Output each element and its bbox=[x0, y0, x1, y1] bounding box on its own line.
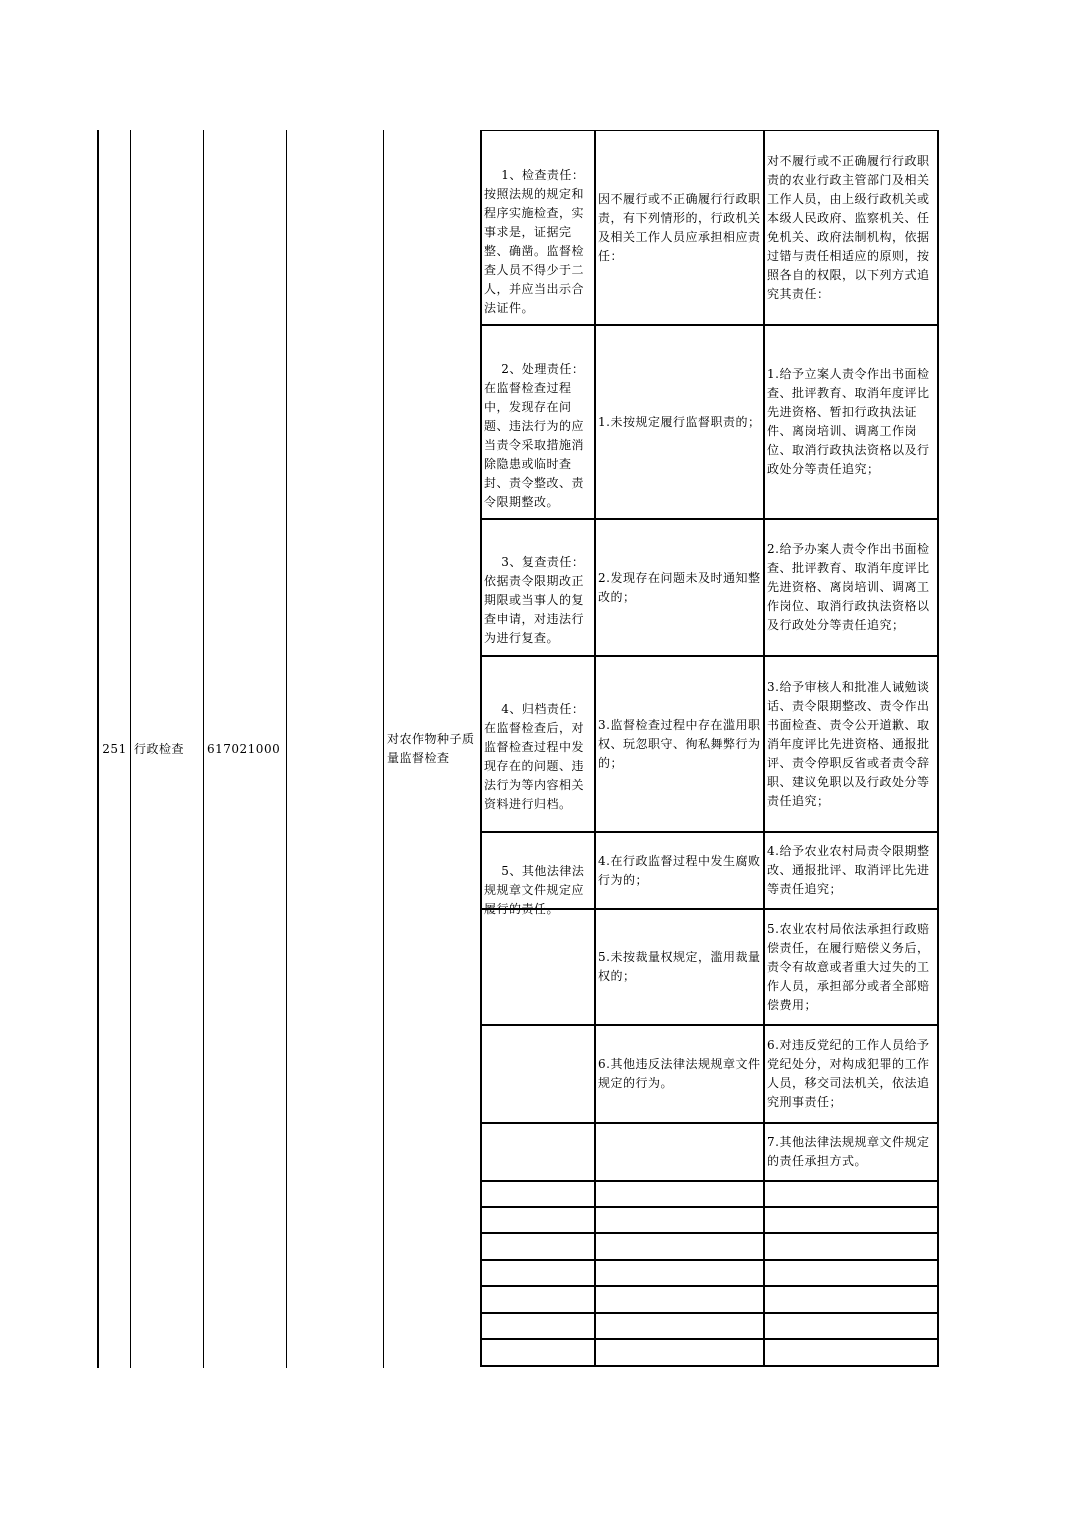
accountability-text: 3.给予审核人和批准人诫勉谈话、责令限期整改、责令作出书面检查、责令公开道歉、取消年度评比先进资格、通报批评、责令停职反省或者责令辞职、建议免职以及行政处分等责任追究； bbox=[767, 679, 930, 808]
circumstance-cell bbox=[598, 131, 762, 324]
accountability-cell bbox=[767, 131, 936, 324]
code-cell bbox=[207, 130, 286, 1368]
seq-number-cell bbox=[99, 130, 130, 1368]
circumstance-text: 4.在行政监督过程中发生腐败行为的； bbox=[598, 853, 761, 887]
sub-item-cell bbox=[290, 130, 383, 1368]
accountability-cell bbox=[767, 910, 936, 1024]
table-border bbox=[480, 1338, 939, 1340]
category-cell bbox=[134, 130, 203, 1368]
table-border bbox=[480, 1206, 939, 1208]
responsibility-text: 2、处理责任：在监督检查过程中，发现存在问题、违法行为的应当责令采取措施消除隐患或临时查封、责令整改、责令限期整改。 bbox=[484, 362, 585, 509]
accountability-text: 2.给予办案人责令作出书面检查、批评教育、取消年度评比先进资格、离岗培训、调离工作岗位、取消行政执法资格以及行政处分等责任追究； bbox=[767, 542, 930, 632]
circumstance-text: 6.其他违反法律法规规章文件规定的行为。 bbox=[598, 1057, 761, 1090]
responsibility-cell bbox=[484, 1124, 592, 1180]
circumstance-text: 3.监督检查过程中存在滥用职权、玩忽职守、徇私舞弊行为的； bbox=[598, 717, 761, 770]
accountability-cell bbox=[767, 326, 936, 518]
accountability-text: 1.给予立案人责令作出书面检查、批评教育、取消年度评比先进资格、暂扣行政执法证件、离岗培训、调离工作岗位、取消行政执法资格以及行政处分等责任追究； bbox=[767, 367, 930, 476]
accountability-cell bbox=[767, 1124, 936, 1180]
responsibility-cell bbox=[484, 147, 592, 337]
category: 行政检查 bbox=[134, 741, 185, 756]
circumstance-cell bbox=[598, 833, 762, 908]
responsibility-cell bbox=[484, 534, 592, 667]
circumstance-text: 2.发现存在问题未及时通知整改的； bbox=[598, 570, 761, 604]
item-name-cell bbox=[387, 130, 479, 1368]
seq-number: 251 bbox=[102, 741, 127, 756]
table-border bbox=[480, 1365, 939, 1367]
circumstance-cell bbox=[598, 657, 762, 831]
circumstance-cell bbox=[598, 520, 762, 655]
table-border bbox=[383, 130, 384, 1368]
table-border bbox=[480, 1259, 939, 1261]
accountability-text: 对不履行或不正确履行行政职责的农业行政主管部门及相关工作人员，由上级行政机关或本级人民政府、监察机关、任免机关、政府法制机构，依据过错与责任相适应的原则，按照各自的权限，以下列方式追究其责任： bbox=[767, 153, 930, 301]
table-border bbox=[480, 1180, 939, 1182]
responsibility-cell bbox=[484, 341, 592, 531]
table-border bbox=[480, 1285, 939, 1287]
circumstance-cell bbox=[598, 910, 762, 1024]
accountability-text: 4.给予农业农村局责令限期整改、通报批评、取消评比先进等责任追究； bbox=[767, 844, 930, 896]
responsibility-text: 3、复查责任：依据责令限期改正期限或当事人的复查申请，对违法行为进行复查。 bbox=[484, 555, 585, 645]
accountability-text: 6.对违反党纪的工作人员给予党纪处分，对构成犯罪的工作人员，移交司法机关，依法追究刑事责任； bbox=[767, 1038, 930, 1109]
table-border bbox=[130, 130, 131, 1368]
table-border bbox=[480, 1312, 939, 1314]
responsibility-cell bbox=[484, 910, 592, 1024]
circumstance-text: 因不履行或不正确履行行政职责，有下列情形的，行政机关及相关工作人员应承担相应责任： bbox=[598, 191, 761, 263]
responsibility-cell bbox=[484, 1026, 592, 1122]
accountability-text: 5.农业农村局依法承担行政赔偿责任，在履行赔偿义务后，责令有故意或者重大过失的工作人员，承担部分或者全部赔偿费用； bbox=[767, 921, 930, 1012]
table-border bbox=[480, 1232, 939, 1234]
responsibility-cell bbox=[484, 681, 592, 833]
accountability-text: 7.其他法律法规规章文件规定的责任承担方式。 bbox=[767, 1135, 930, 1168]
accountability-cell bbox=[767, 520, 936, 655]
code: 617021000 bbox=[207, 741, 281, 756]
circumstance-text: 5.未按裁量权规定，滥用裁量权的； bbox=[598, 950, 761, 983]
table-border bbox=[203, 130, 204, 1368]
accountability-cell bbox=[767, 1026, 936, 1122]
circumstance-cell bbox=[598, 1124, 762, 1180]
responsibility-text: 1、检查责任：按照法规的规定和程序实施检查，实事求是，证据完整、确凿。监督检查人员不得少于二人，并应当出示合法证件。 bbox=[484, 168, 585, 315]
table-border bbox=[286, 130, 287, 1368]
circumstance-cell bbox=[598, 1026, 762, 1122]
responsibility-text: 5、其他法律法规规章文件规定应履行的责任。 bbox=[484, 864, 585, 916]
item-name: 对农作物种子质量监督检查 bbox=[387, 732, 475, 765]
circumstance-text: 1.未按规定履行监督职责的； bbox=[598, 414, 761, 429]
responsibility-text: 4、归档责任：在监督检查后，对监督检查过程中发现存在的问题、违法行为等内容相关资料进行归档。 bbox=[484, 702, 585, 811]
accountability-cell bbox=[767, 657, 936, 831]
circumstance-cell bbox=[598, 326, 762, 518]
accountability-cell bbox=[767, 833, 936, 908]
